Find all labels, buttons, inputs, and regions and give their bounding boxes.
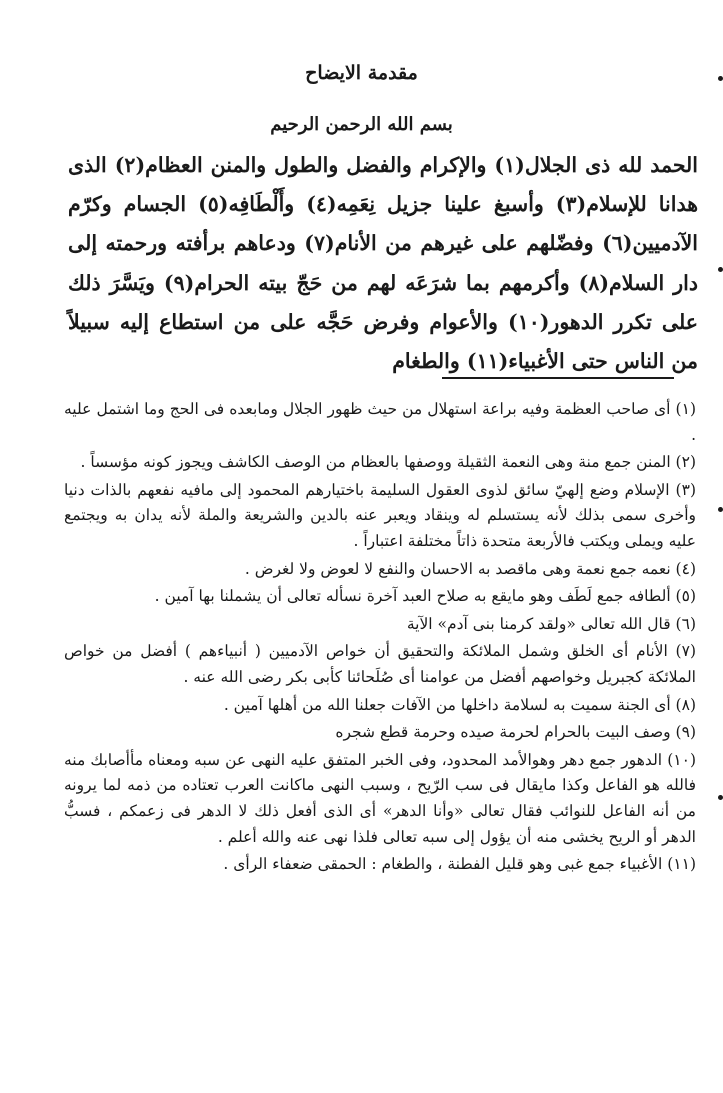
footnote-9: (٩) وصف البيت بالحرام لحرمة صيده وحرمة قطع شجره <box>335 723 696 742</box>
main-paragraph: الحمد لله ذى الجلال(١) والإكرام والفضل والطول والمنن العظام(٢) الذى هدانا للإسلام(٣) وأسبغ علينا جزيل نِعَمِه(٤) وأَلْطَافِه(٥) الجسام وكرّم الآدميين(٦) وفضّلهم على غيرهم من الأنام(٧) ودعاهم برأفته ورحمته إلى دار السلام(٨) وأكرمهم بما شرَعَه لهم من حَجّ بيته الحرام(٩) ويَسَّرَ ذلك على تكرر الدهور(١٠) والأعوام وفرض حَجَّه على من استطاع إليه سبيلاً من الناس حتى الأغبياء(١١) والطغام <box>68 153 699 374</box>
footnote-6: (٦) قال الله تعالى «ولقد كرمنا بنى آدم» الآية <box>406 614 696 633</box>
margin-mark <box>718 267 723 272</box>
page-title: مقدمة الايضاح <box>305 62 418 84</box>
footnote-4: (٤) نعمه جمع نعمة وهى ماقصد به الاحسان والنفع لا لعوض ولا لغرض . <box>244 559 696 578</box>
footnote-divider <box>442 377 674 379</box>
footnote-1: (١) أى صاحب العظمة وفيه براعة استهلال من حيث ظهور الجلال ومابعده فى الحج وما اشتمل عليه . <box>64 400 696 444</box>
margin-mark <box>718 507 723 512</box>
footnote-8: (٨) أى الجنة سميت به لسلامة داخلها من الآفات جعلنا الله من أهلها آمين . <box>223 695 696 714</box>
main-text <box>68 146 698 381</box>
footnotes <box>64 397 696 880</box>
margin-mark <box>718 795 723 800</box>
footnote-2: (٢) المنن جمع منة وهى النعمة الثقيلة ووصفها بالعظام من الوصف الكاشف ويجوز كونه مؤسساً . <box>80 453 696 472</box>
footnote-3: (٣) الإسلام وضع إلهيّ سائق لذوى العقول السليمة باختيارهم المحمود إلى مافيه نفعهم بالذات دنيا وأخرى سمى بذلك لأنه يستسلم له وينقاد ويعبر عنه بالدين والشريعة والملة لأنه يدان به ويجتمع عليه ويملى ويكتب فالأربعة متحدة ذاتاً مختلفة اعتباراً . <box>64 480 696 550</box>
footnote-11: (١١) الأغبياء جمع غبى وهو قليل الفطنة ، والطغام : الحمقى ضعفاء الرأى . <box>223 855 696 874</box>
basmala: بسم الله الرحمن الرحيم <box>270 114 453 135</box>
footnote-10: (١٠) الدهور جمع دهر وهوالأمد المحدود، وفى الخبر المتفق عليه النهى عن سبه ومعناه مأأصابك منه فالله هو الفاعل وكذا مايقال فى سب الرّيح ، وسبب النهى ماكانت العرب تعتاده من ذمه لما يرونه من أنه الفاعل للنوائب فقال تعالى «وأنا الدهر» أى الذى أفعل ذلك لا الدهر فى زعمكم ، فسبُّ الدهر أو الريح يخشى منه أن يؤول إلى سبه تعالى فلذا نهى عنه والله أعلم . <box>64 750 696 846</box>
footnote-5: (٥) ألطافه جمع لَطَف وهو مايقع به صلاح العبد آخرة نسأله تعالى أن يشملنا بها آمين . <box>154 587 696 606</box>
footnote-7: (٧) الأنام أى الخلق وشمل الملائكة والتحقيق أن خواص الآدميين ( أنبياءهم ) أفضل من خواص الملائكة كجبريل وخواصهم أفضل من عوامنا أى صُلَحائنا كأبى بكر رضى الله عنه . <box>64 642 696 686</box>
